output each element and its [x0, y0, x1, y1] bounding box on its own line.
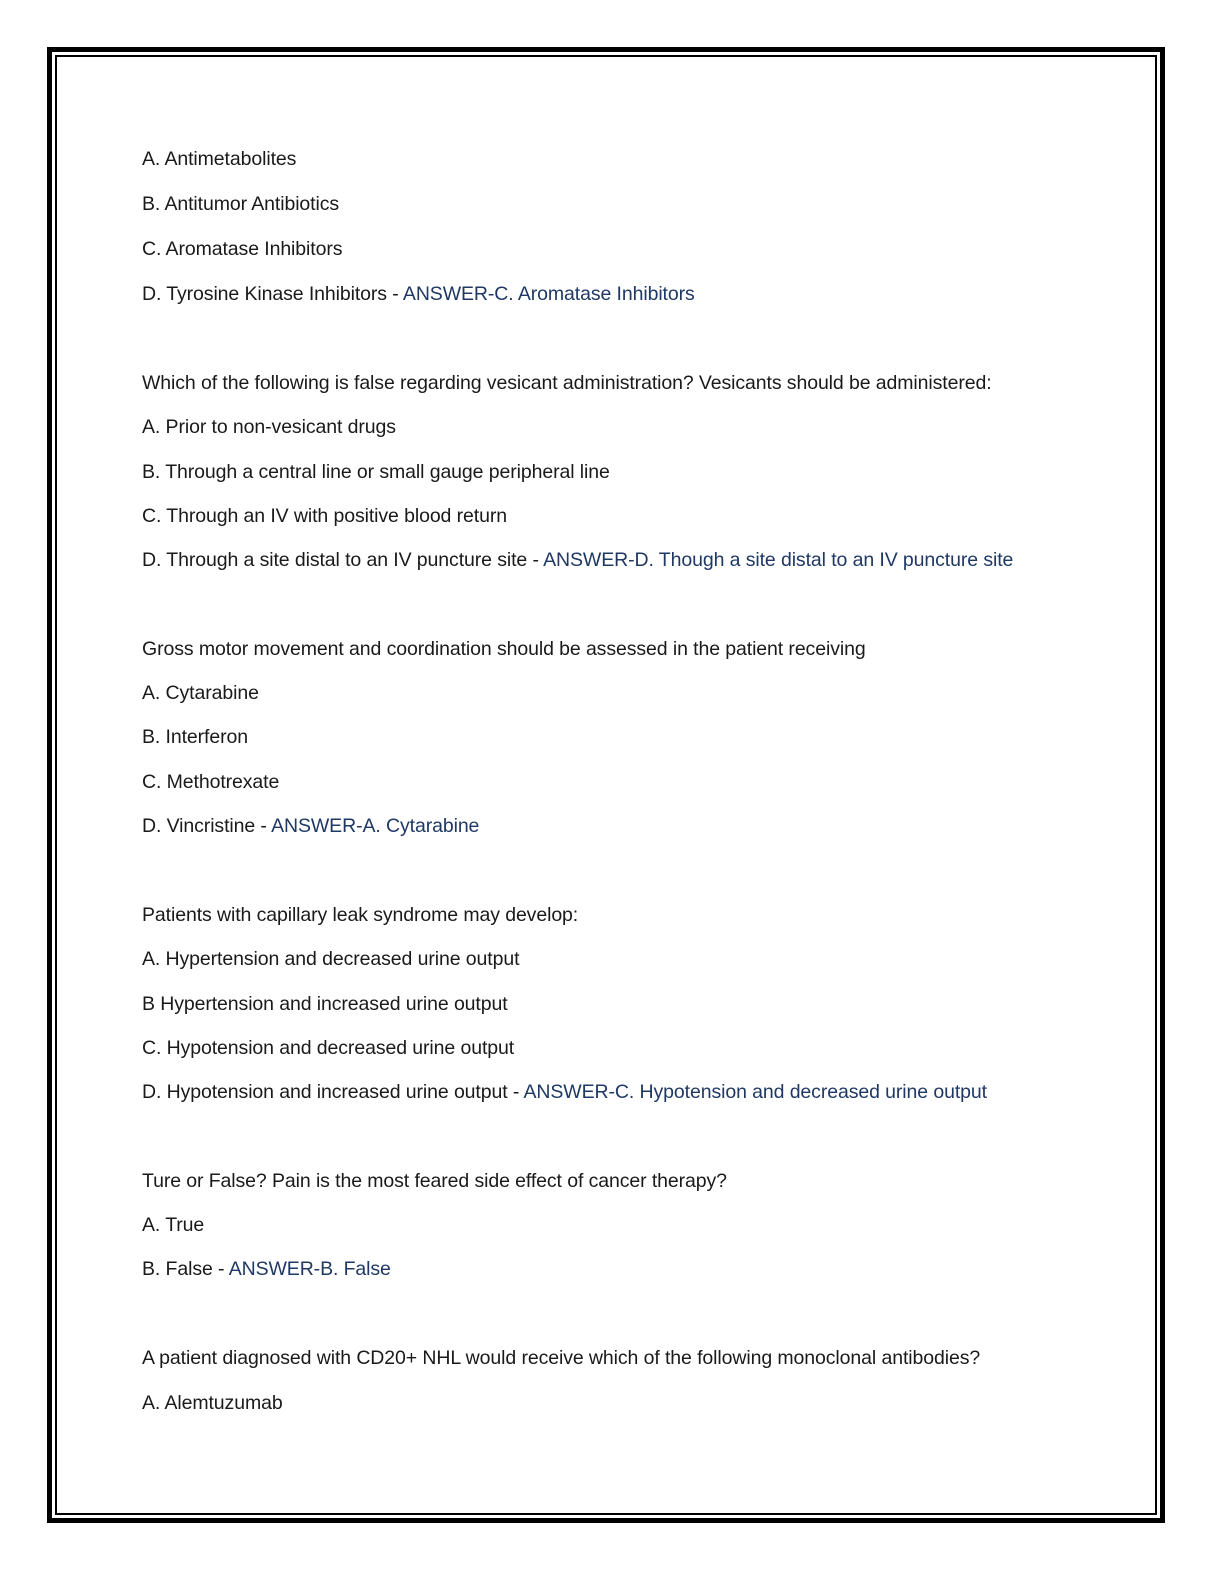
answer-text: ANSWER-B. False	[228, 1258, 391, 1280]
option-line: C. Methotrexate	[142, 771, 280, 793]
option-line: B. Interferon	[142, 726, 249, 748]
option-line: B Hypertension and increased urine output	[142, 993, 508, 1015]
option-line: C. Aromatase Inhibitors	[142, 238, 343, 260]
option-line-final	[142, 545, 1013, 575]
option-line: A. Prior to non-vesicant drugs	[142, 416, 396, 438]
option-text: B. False -	[142, 1258, 229, 1280]
question-stem: Gross motor movement and coordination should be assessed in the patient receiving	[142, 638, 866, 660]
answer-text: ANSWER-C. Aromatase Inhibitors	[402, 283, 695, 305]
question-stem: Which of the following is false regarding vesicant administration? Vesicants should be administered:	[142, 372, 992, 394]
option-line: A. Antimetabolites	[142, 148, 297, 170]
answer-text: ANSWER-A. Cytarabine	[271, 815, 480, 837]
option-line: A. Hypertension and decreased urine output	[142, 948, 520, 970]
option-line-final	[142, 279, 695, 309]
option-line: B. Through a central line or small gauge peripheral line	[142, 461, 610, 483]
option-line: A. Alemtuzumab	[142, 1392, 283, 1414]
answer-text: ANSWER-D. Though a site distal to an IV puncture site	[543, 549, 1014, 571]
question-stem: Patients with capillary leak syndrome may develop:	[142, 904, 579, 926]
option-line: C. Hypotension and decreased urine output	[142, 1037, 515, 1059]
option-line-final	[142, 1077, 987, 1107]
option-line: A. True	[142, 1214, 205, 1236]
answer-text: ANSWER-C. Hypotension and decreased urine output	[523, 1081, 987, 1103]
option-text: D. Vincristine -	[142, 815, 272, 837]
option-text: D. Tyrosine Kinase Inhibitors -	[142, 283, 403, 305]
option-line: B. Antitumor Antibiotics	[142, 193, 340, 215]
option-line-final	[142, 811, 479, 841]
option-text: D. Through a site distal to an IV puncture site -	[142, 549, 544, 571]
question-stem: A patient diagnosed with CD20+ NHL would receive which of the following monoclonal antibodies?	[142, 1347, 981, 1369]
option-text: D. Hypotension and increased urine output -	[142, 1081, 524, 1103]
option-line: A. Cytarabine	[142, 682, 259, 704]
option-line: C. Through an IV with positive blood return	[142, 505, 507, 527]
question-stem: Ture or False? Pain is the most feared side effect of cancer therapy?	[142, 1170, 727, 1192]
option-line-final	[142, 1254, 391, 1284]
